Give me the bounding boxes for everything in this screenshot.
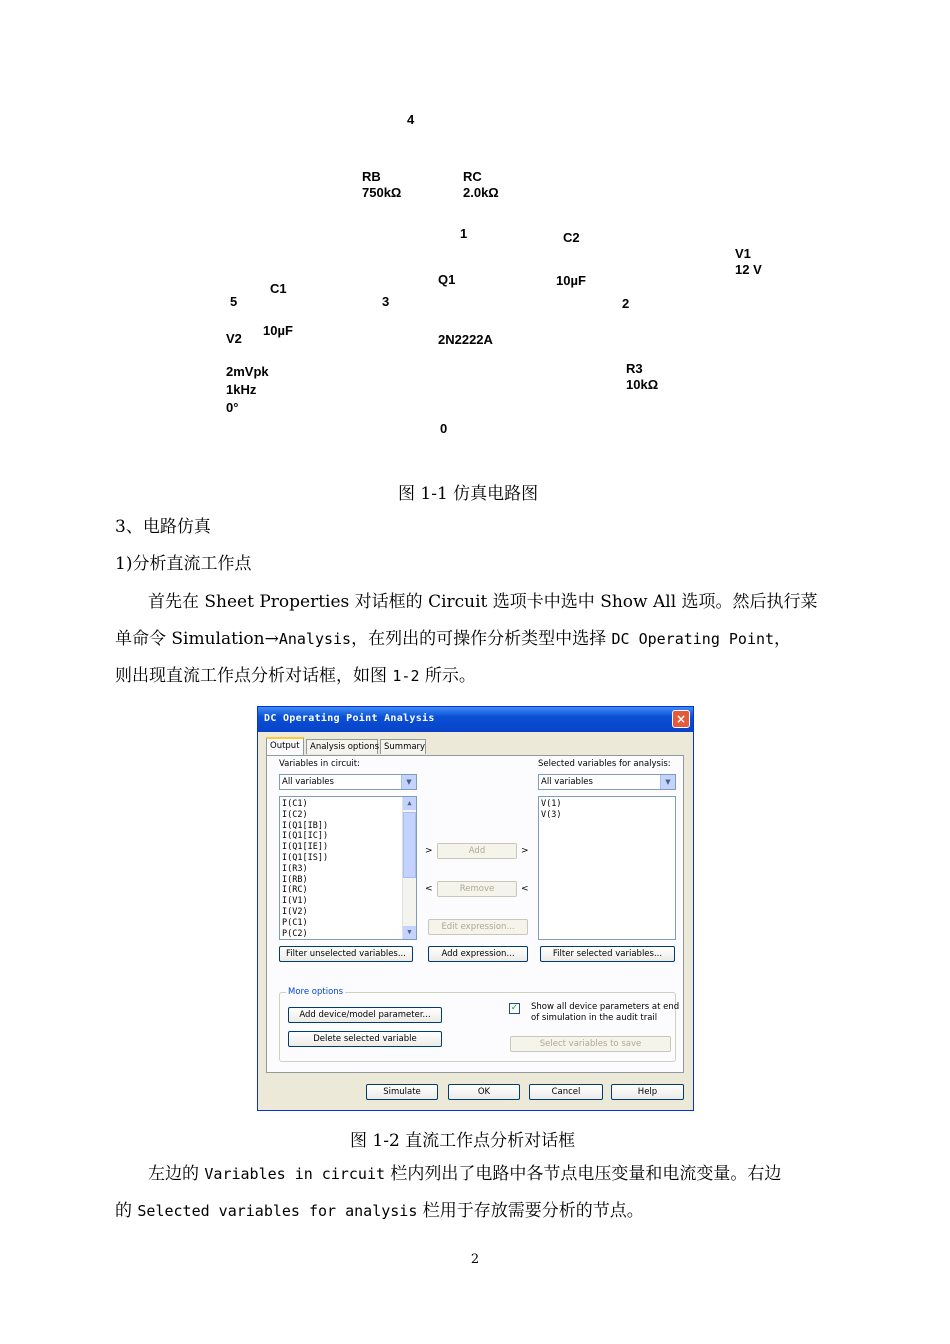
- variable-list-item[interactable]: I(Q1[IS]): [282, 852, 329, 863]
- left-list-scrollbar[interactable]: [402, 797, 416, 939]
- para1-line1: 首先在 Sheet Properties 对话框的 Circuit 选项卡中选中 Show All 选项。然后执行菜: [148, 592, 818, 612]
- add-device-model-parameter-button[interactable]: Add device/model parameter...: [288, 1007, 442, 1023]
- rc-value: 2.0kΩ: [463, 185, 499, 200]
- variable-list-item[interactable]: I(V2): [282, 906, 308, 917]
- node-label-2: 2: [622, 296, 630, 311]
- more-options-group: [279, 987, 680, 1062]
- c1-name: C1: [270, 281, 287, 296]
- q1-model: 2N2222A: [438, 332, 493, 347]
- variable-list-item[interactable]: I(RC): [282, 885, 308, 896]
- q1-name: Q1: [438, 272, 456, 287]
- variable-list-item[interactable]: I(RB): [282, 874, 308, 885]
- variable-list-item[interactable]: P(C1): [282, 917, 308, 928]
- para1-line3: 则出现直流工作点分析对话框，如图 1-2 所示。: [115, 666, 476, 686]
- add-button[interactable]: Add: [437, 843, 517, 859]
- more-options-label: More options: [288, 987, 344, 997]
- variables-list[interactable]: [279, 796, 417, 940]
- node-label-0: 0: [440, 421, 448, 436]
- v2-frequency: 1kHz: [226, 382, 257, 397]
- para2-line1: 左边的 Variables in circuit 栏内列出了电路中各节点电压变量和电流变量。右边: [148, 1164, 782, 1184]
- remove-button[interactable]: Remove: [437, 881, 517, 897]
- node-label-1: 1: [460, 226, 468, 241]
- close-icon[interactable]: ×: [672, 710, 690, 728]
- para2-line2: 的 Selected variables for analysis 栏用于存放需要分析的节点。: [115, 1201, 644, 1221]
- v1-value: 12 V: [735, 262, 762, 277]
- chevron-down-icon[interactable]: ▼: [401, 775, 416, 789]
- simulate-button[interactable]: Simulate: [366, 1084, 438, 1100]
- filter-unselected-button[interactable]: Filter unselected variables...: [279, 946, 413, 962]
- scroll-thumb[interactable]: [403, 812, 416, 878]
- show-all-params-checkbox[interactable]: ✓: [510, 1003, 519, 1013]
- tab-output[interactable]: Output: [266, 737, 304, 755]
- dc-operating-point-dialog: [257, 706, 694, 1111]
- edit-expression-button[interactable]: Edit expression...: [428, 919, 528, 935]
- variable-list-item[interactable]: I(C1): [282, 799, 308, 809]
- variables-in-circuit-label: Variables in circuit:: [279, 759, 360, 769]
- filter-selected-button[interactable]: Filter selected variables...: [540, 946, 675, 962]
- ok-button[interactable]: OK: [448, 1084, 520, 1100]
- c1-value: 10µF: [263, 323, 293, 338]
- dialog-titlebar: [258, 707, 693, 732]
- v2-amplitude: 2mVpk: [226, 364, 269, 379]
- arrow-left-left: <: [425, 884, 433, 894]
- rb-value: 750kΩ: [362, 185, 402, 200]
- sub-heading: 1)分析直流工作点: [115, 554, 252, 574]
- c2-value: 10µF: [556, 273, 586, 288]
- tab-summary[interactable]: Summary: [380, 739, 426, 754]
- node-label-5: 5: [230, 294, 238, 309]
- scroll-down-icon[interactable]: ▼: [403, 926, 416, 939]
- r3-name: R3: [626, 361, 643, 376]
- selected-variables-label: Selected variables for analysis:: [538, 759, 671, 769]
- v1-name: V1: [735, 246, 751, 261]
- arrow-right-right: >: [521, 846, 529, 856]
- selected-variables-list[interactable]: [538, 796, 676, 940]
- cancel-button[interactable]: Cancel: [529, 1084, 603, 1100]
- left-combo-value: All variables: [282, 777, 334, 787]
- rb-name: RB: [362, 169, 381, 184]
- node-label-3: 3: [382, 294, 390, 309]
- selected-variable-item[interactable]: V(1): [541, 799, 562, 809]
- variable-list-item[interactable]: I(Q1[IC]): [282, 831, 329, 842]
- variable-list-item[interactable]: I(Q1[IE]): [282, 842, 329, 853]
- figure-1-caption: 图 1-1 仿真电路图: [398, 484, 539, 504]
- figure-2-caption: 图 1-2 直流工作点分析对话框: [350, 1131, 576, 1151]
- variable-list-item[interactable]: I(R3): [282, 863, 308, 874]
- section-heading: 3、电路仿真: [115, 517, 211, 537]
- select-variables-to-save-button[interactable]: Select variables to save: [510, 1036, 671, 1052]
- variable-list-item[interactable]: I(V1): [282, 896, 308, 907]
- arrow-left-right: <: [521, 884, 529, 894]
- chevron-down-icon[interactable]: ▼: [660, 775, 675, 789]
- c2-name: C2: [563, 230, 580, 245]
- para1-line2: 单命令 Simulation→Analysis，在列出的可操作分析类型中选择 DC Operating Point，: [115, 629, 792, 649]
- rc-name: RC: [463, 169, 482, 184]
- show-all-params-label: Show all device parameters at end of simulation in the audit trail: [531, 1002, 680, 1023]
- delete-selected-variable-button[interactable]: Delete selected variable: [288, 1031, 442, 1047]
- right-combo-value: All variables: [541, 777, 593, 787]
- left-filter-combo[interactable]: [279, 774, 417, 790]
- help-button[interactable]: Help: [611, 1084, 684, 1100]
- dialog-title: DC Operating Point Analysis: [264, 713, 435, 724]
- node-label-4: 4: [407, 112, 415, 127]
- variable-list-item[interactable]: I(C2): [282, 809, 308, 820]
- v2-name: V2: [226, 331, 242, 346]
- scroll-up-icon[interactable]: ▲: [403, 797, 416, 810]
- variable-list-item[interactable]: P(C2): [282, 928, 308, 939]
- arrow-right-left: >: [425, 846, 433, 856]
- right-filter-combo[interactable]: [538, 774, 676, 790]
- r3-value: 10kΩ: [626, 377, 659, 392]
- output-panel: [266, 755, 684, 1073]
- tab-analysis-options[interactable]: Analysis options: [306, 739, 378, 754]
- page-number: 2: [470, 1252, 480, 1267]
- add-expression-button[interactable]: Add expression...: [428, 946, 528, 962]
- variable-list-item[interactable]: I(Q1[IB]): [282, 820, 329, 831]
- selected-variable-item[interactable]: V(3): [541, 809, 562, 820]
- v2-phase: 0°: [226, 400, 239, 415]
